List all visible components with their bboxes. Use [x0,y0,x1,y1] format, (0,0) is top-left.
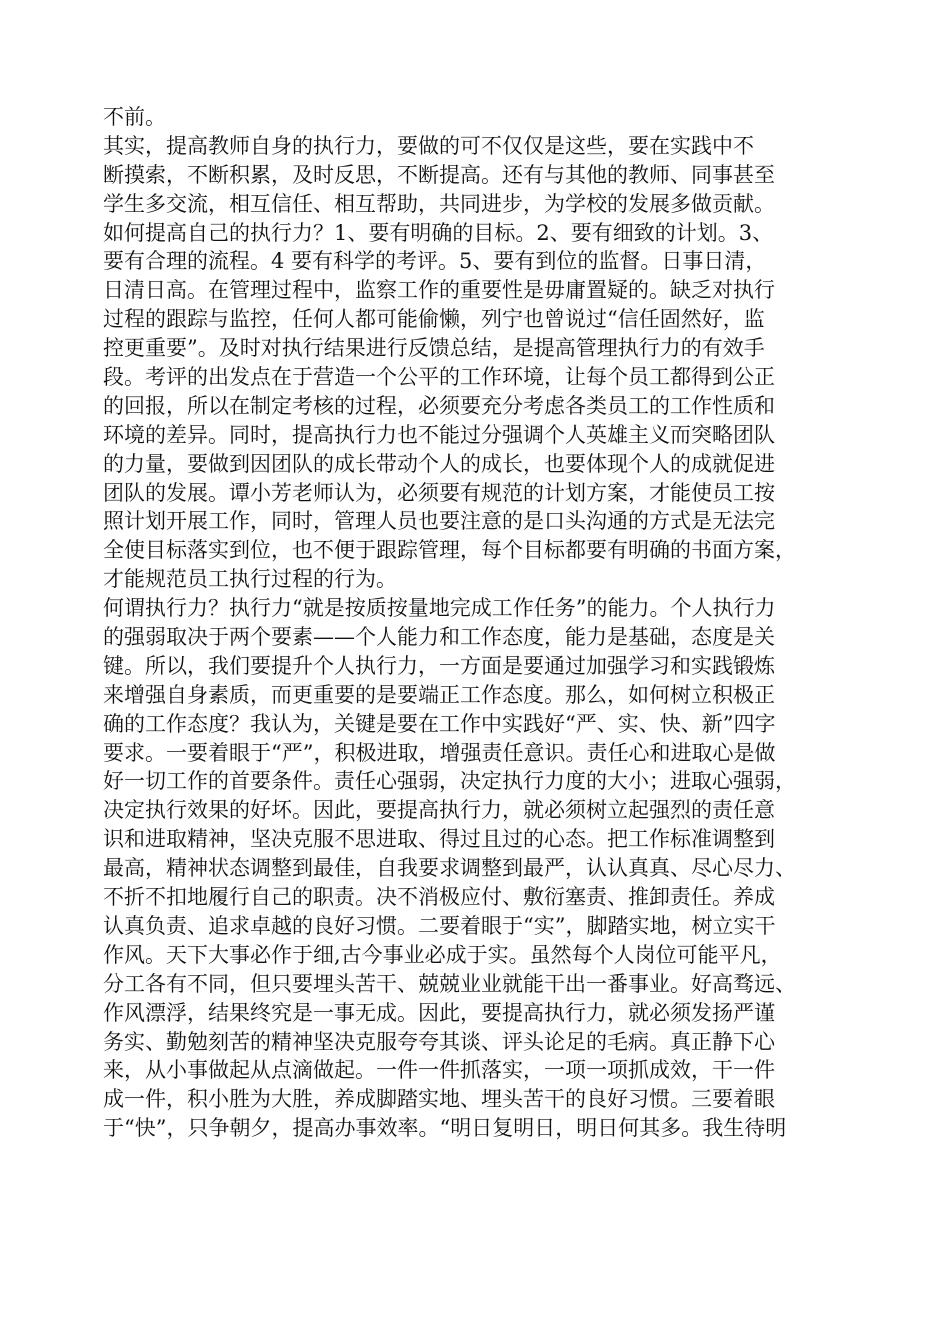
text-line: 不折不扣地履行自己的职责。决不消极应付、敷衍塞责、推卸责任。养成 [103,885,775,910]
text-line: 键。所以，我们要提升个人执行力，一方面是要通过加强学习和实践锻炼 [103,653,775,678]
text-line: 认真负责、追求卓越的良好习惯。二要着眼于“实”，脚踏实地，树立实干 [103,913,776,938]
text-line: 过程的跟踪与监控，任何人都可能偷懒，列宁也曾说过“信任固然好，监 [103,307,765,332]
text-line: 断摸索，不断积累，及时反思，不断提高。还有与其他的教师、同事甚至 [103,162,775,187]
text-line: 成一件，积小胜为大胜，养成脚踏实地、埋头苦干的良好习惯。三要着眼 [103,1087,775,1112]
text-line: 来增强自身素质，而更重要的是要端正工作态度。那么，如何树立积极正 [103,682,775,707]
text-line: 识和进取精神，坚决克服不思进取、得过且过的心态。把工作标准调整到 [103,827,775,852]
text-line: 不前。 [103,105,166,129]
text-line: 的强弱取决于两个要素——个人能力和工作态度，能力是基础，态度是关 [103,625,775,650]
text-line: 何谓执行力？执行力“就是按质按量地完成工作任务”的能力。个人执行力 [103,596,776,621]
text-line: 要求。一要着眼于“严”，积极进取，增强责任意识。责任心和进取心是做 [103,740,776,765]
text-line: 才能规范员工执行过程的行为。 [103,567,397,592]
text-line: 作风。天下大事必作于细,古今事业必成于实。虽然每个人岗位可能平凡， [103,942,782,967]
text-line: 全使目标落实到位，也不便于跟踪管理，每个目标都要有明确的书面方案， [103,538,796,563]
text-line: 决定执行效果的好坏。因此，要提高执行力，就必须树立起强烈的责任意 [103,798,775,823]
text-line: 好一切工作的首要条件。责任心强弱，决定执行力度的大小；进取心强弱， [103,769,796,794]
text-line: 的回报，所以在制定考核的过程，必须要充分考虑各类员工的工作性质和 [103,393,775,418]
text-line: 段。考评的出发点在于营造一个公平的工作环境，让每个员工都得到公正 [103,365,775,390]
text-line: 分工各有不同，但只要埋头苦干、兢兢业业就能干出一番事业。好高骛远、 [103,971,796,996]
text-line: 日清日高。在管理过程中，监察工作的重要性是毋庸置疑的。缺乏对执行 [103,278,775,303]
text-line: 要有合理的流程。4 要有科学的考评。5、要有到位的监督。日事日清， [103,249,767,274]
document-body [103,103,863,1143]
text-line: 照计划开展工作，同时，管理人员也要注意的是口头沟通的方式是无法完 [103,509,775,534]
text-line: 于“快”，只争朝夕，提高办事效率。“明日复明日，明日何其多。我生待明 [103,1116,787,1141]
text-line: 的力量，要做到因团队的成长带动个人的成长，也要体现个人的成就促进 [103,451,775,476]
text-line: 务实、勤勉刻苦的精神坚决克服夸夸其谈、评头论足的毛病。真正静下心 [103,1029,775,1054]
text-line: 确的工作态度？我认为，关键是要在工作中实践好“严、实、快、新”四字 [103,711,776,736]
text-line: 学生多交流，相互信任、相互帮助，共同进步，为学校的发展多做贡献。 [103,191,775,216]
text-line: 最高，精神状态调整到最佳，自我要求调整到最严，认认真真、尽心尽力、 [103,856,796,881]
text-line: 团队的发展。谭小芳老师认为，必须要有规范的计划方案，才能使员工按 [103,480,775,505]
text-line: 作风漂浮，结果终究是一事无成。因此，要提高执行力，就必须发扬严谨 [103,1000,775,1025]
text-line: 环境的差异。同时，提高执行力也不能过分强调个人英雄主义而突略团队 [103,422,775,447]
text-line: 如何提高自己的执行力？1、要有明确的目标。2、要有细致的计划。3、 [103,220,774,245]
text-line: 来，从小事做起从点滴做起。一件一件抓落实，一项一项抓成效，干一件 [103,1058,775,1083]
text-line: 其实，提高教师自身的执行力，要做的可不仅仅是这些，要在实践中不 [103,133,754,158]
text-line: 控更重要”。及时对执行结果进行反馈总结，是提高管理执行力的有效手 [103,336,765,361]
